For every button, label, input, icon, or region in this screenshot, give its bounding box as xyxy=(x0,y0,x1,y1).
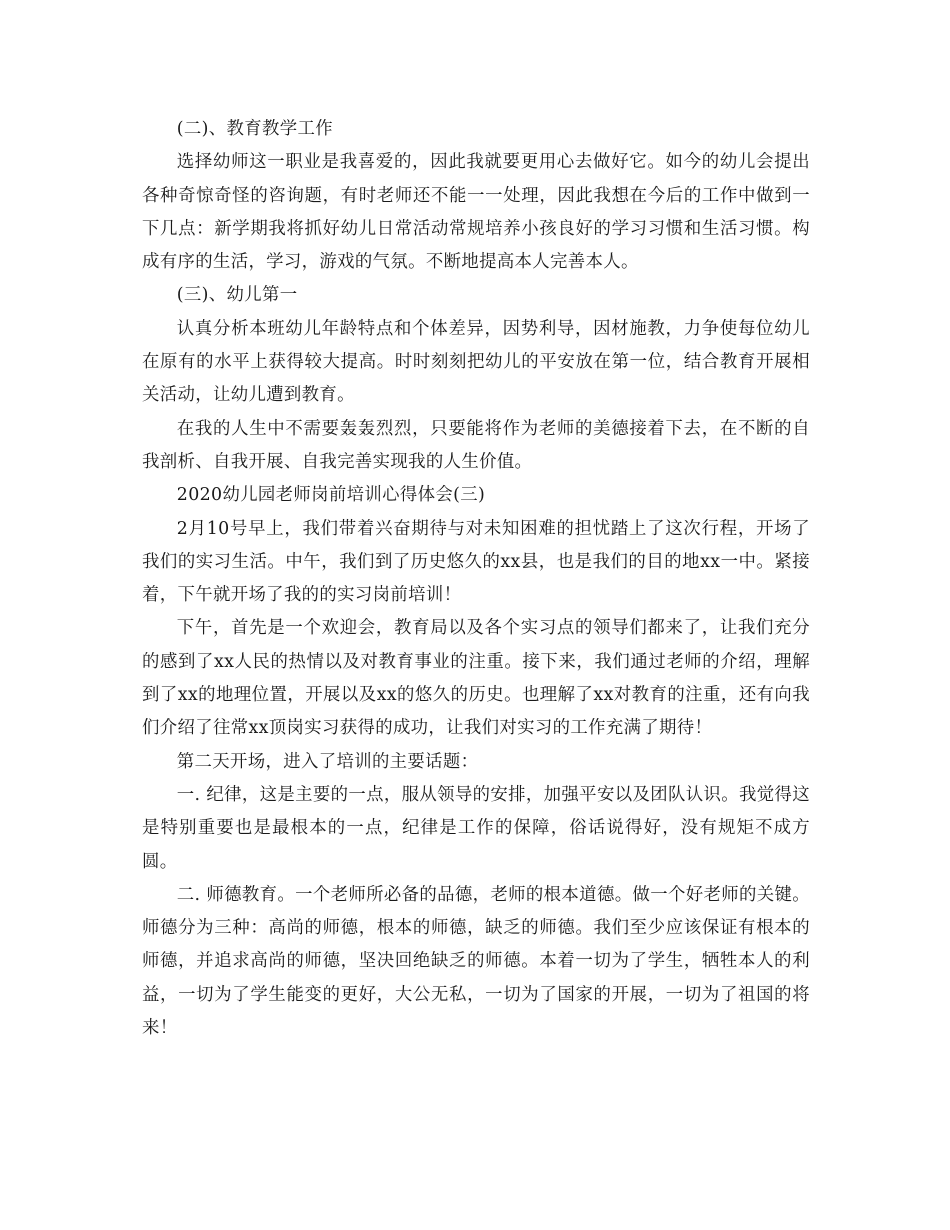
document-body xyxy=(142,113,810,1045)
paragraph: 第二天开场，进入了培训的主要话题： xyxy=(176,751,479,772)
paragraph: 二. 师德教育。一个老师所必备的品德，老师的根本道德。做一个好老师的关键。师德分为三种：高尚的师德，根本的师德，缺乏的师德。我们至少应该保证有根本的师德，并追求高尚的师德，坚决回绝缺乏的师德。本着一切为了学生，牺牲本人的利益，一切为了学生能变的更好，大公无私，一切为了国家的开展，一切为了祖国的将来！ xyxy=(142,884,810,1039)
article-title: 2020幼儿园老师岗前培训心得体会(三) xyxy=(176,485,486,506)
paragraph: 下午，首先是一个欢迎会，教育局以及各个实习点的领导们都来了，让我们充分的感到了xx人民的热情以及对教育事业的注重。接下来，我们通过老师的介绍，理解到了xx的地理位置，开展以及xx的悠久的历史。也理解了xx对教育的注重，还有向我们介绍了往常xx顶岗实习获得的成功，让我们对实习的工作充满了期待！ xyxy=(142,618,810,739)
section-heading-education: (二)、教育教学工作 xyxy=(176,119,333,139)
paragraph: 2月10号早上，我们带着兴奋期待与对未知困难的担忧踏上了这次行程，开场了我们的实习生活。中午，我们到了历史悠久的xx县，也是我们的目的地xx一中。紧接着，下午就开场了我的的实习岗前培训！ xyxy=(142,518,810,606)
paragraph: 选择幼师这一职业是我喜爱的，因此我就要更用心去做好它。如今的幼儿会提出各种奇惊奇怪的咨询题，有时老师还不能一一处理，因此我想在今后的工作中做到一下几点：新学期我将抓好幼儿日常活动常规培养小孩良好的学习习惯和生活习惯。构成有序的生活，学习，游戏的气氛。不断地提高本人完善本人。 xyxy=(142,152,810,273)
paragraph: 一. 纪律，这是主要的一点，服从领导的安排，加强平安以及团队认识。我觉得这是特别重要也是最根本的一点，纪律是工作的保障，俗话说得好，没有规矩不成方圆。 xyxy=(142,784,810,872)
paragraph: 认真分析本班幼儿年龄特点和个体差异，因势利导，因材施教，力争使每位幼儿在原有的水平上获得较大提高。时时刻刻把幼儿的平安放在第一位，结合教育开展相关活动，让幼儿遭到教育。 xyxy=(142,318,810,406)
section-heading-children-first: (三)、幼儿第一 xyxy=(176,285,298,306)
paragraph: 在我的人生中不需要轰轰烈烈，只要能将作为老师的美德接着下去，在不断的自我剖析、自我开展、自我完善实现我的人生价值。 xyxy=(142,418,810,472)
